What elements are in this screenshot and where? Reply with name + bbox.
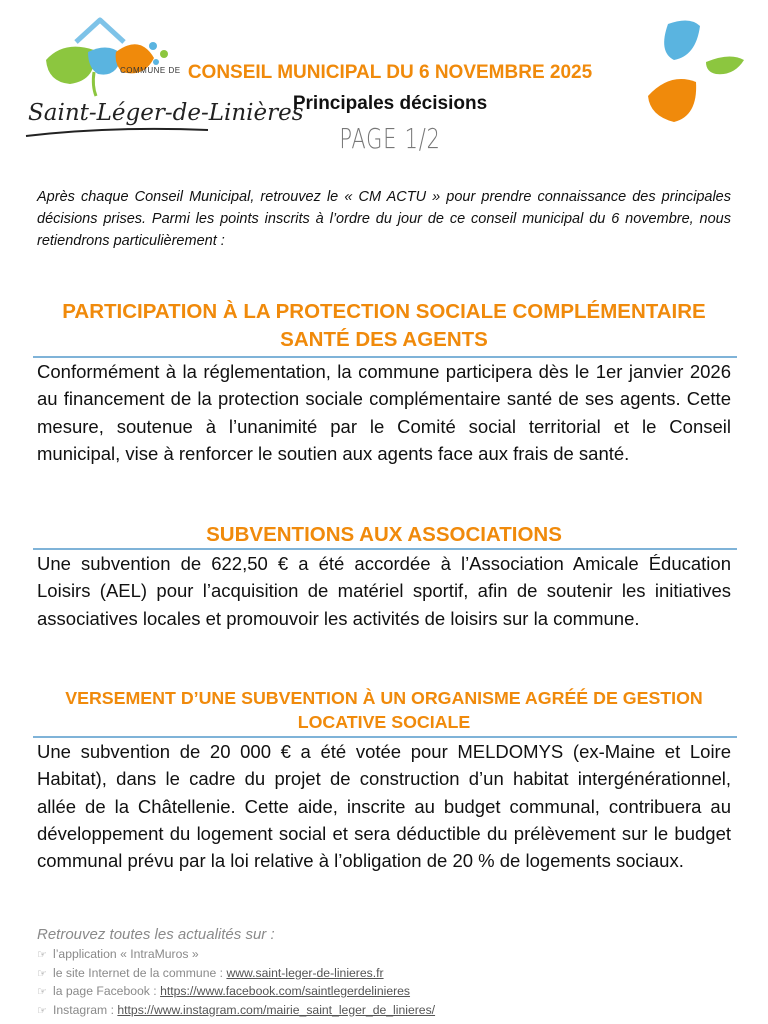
section-title-protection-sociale bbox=[37, 298, 731, 354]
section-body-protection-sociale: Conformément à la réglementation, la commune participera dès le 1er janvier 2026 au financement de la protection sociale complémentaire santé de ses agents. Cette mesure, soutenue à l’unanimité par le Comité social territorial et le Conseil municipal, vise à renforcer le soutien aux agents face aux frais de santé. bbox=[37, 361, 731, 464]
section-title-line: SANTÉ DES AGENTS bbox=[280, 328, 488, 351]
section-title-line: VERSEMENT D’UNE SUBVENTION À UN ORGANISME AGRÉÉ DE GESTION bbox=[65, 688, 703, 708]
footer-item-facebook: ☞ la page Facebook : https://www.facebook.com/saintlegerdelinieres bbox=[37, 983, 737, 1002]
footer-heading: Retrouvez toutes les actualités sur : bbox=[37, 926, 275, 943]
instagram-link[interactable]: https://www.instagram.com/mairie_saint_leger_de_linieres/ bbox=[117, 1002, 436, 1017]
section-title-line: PARTICIPATION À LA PROTECTION SOCIALE COMPLÉMENTAIRE bbox=[62, 300, 706, 323]
page-number: PAGE 1/2 bbox=[339, 122, 441, 155]
pointing-hand-icon: ☞ bbox=[37, 949, 47, 961]
section-title-subvention-organisme bbox=[37, 686, 731, 734]
logo-commune-name: Saint-Léger-de-Linières bbox=[28, 100, 304, 126]
footer-links bbox=[37, 926, 737, 1020]
facebook-link[interactable]: https://www.facebook.com/saintlegerdelinieres bbox=[160, 984, 411, 998]
page-subtitle: Principales décisions bbox=[292, 93, 488, 114]
intro-paragraph: Après chaque Conseil Municipal, retrouvez le « CM ACTU » pour prendre connaissance des principales décisions prises. Parmi les points inscrits à l’ordre du jour de ce conseil municipal du 6 novembre, nous retiendrons particulièrement : bbox=[37, 189, 731, 249]
footer-item-website: ☞ le site Internet de la commune : www.saint-leger-de-linieres.fr bbox=[37, 965, 737, 984]
logo-commune-label: COMMUNE DE bbox=[120, 66, 181, 75]
section-title-subventions-associations bbox=[37, 522, 731, 548]
decorative-drops-icon bbox=[640, 12, 750, 127]
section-body-subventions-associations: Une subvention de 622,50 € a été accordée à l’Association Amicale Éducation Loisirs (AEL) pour l’acquisition de matériel sportif, afin de soutenir les initiatives associatives locales et promouvoir les activités de loisirs sur la commune. bbox=[37, 553, 731, 629]
pointing-hand-icon: ☞ bbox=[37, 986, 47, 998]
section-title-line: LOCATIVE SOCIALE bbox=[297, 712, 471, 732]
footer-item-intramuros: ☞ l’application « IntraMuros » bbox=[37, 946, 737, 965]
section-title-line: SUBVENTIONS AUX ASSOCIATIONS bbox=[206, 523, 562, 546]
website-link[interactable]: www.saint-leger-de-linieres.fr bbox=[226, 965, 384, 980]
pointing-hand-icon: ☞ bbox=[37, 967, 47, 980]
section-body-subvention-organisme: Une subvention de 20 000 € a été votée pour MELDOMYS (ex-Maine et Loire Habitat), dans le cadre du projet de construction d’un habitat intergénérationnel, allée de la Châtellenie. Cette aide, inscrite au budget communal, contribuera au développement du logement social et sera déductible du prélèvement sur le budget communal prévu par la loi relative à l’obligation de 20 % de logements sociaux. bbox=[37, 741, 731, 872]
page-title: CONSEIL MUNICIPAL DU 6 NOVEMBRE 2025 bbox=[187, 62, 593, 83]
footer-item-instagram: ☞ Instagram : https://www.instagram.com/mairie_saint_leger_de_linieres/ bbox=[37, 1002, 737, 1021]
logo-swoosh-icon bbox=[12, 124, 212, 144]
pointing-hand-icon: ☞ bbox=[37, 1004, 47, 1017]
